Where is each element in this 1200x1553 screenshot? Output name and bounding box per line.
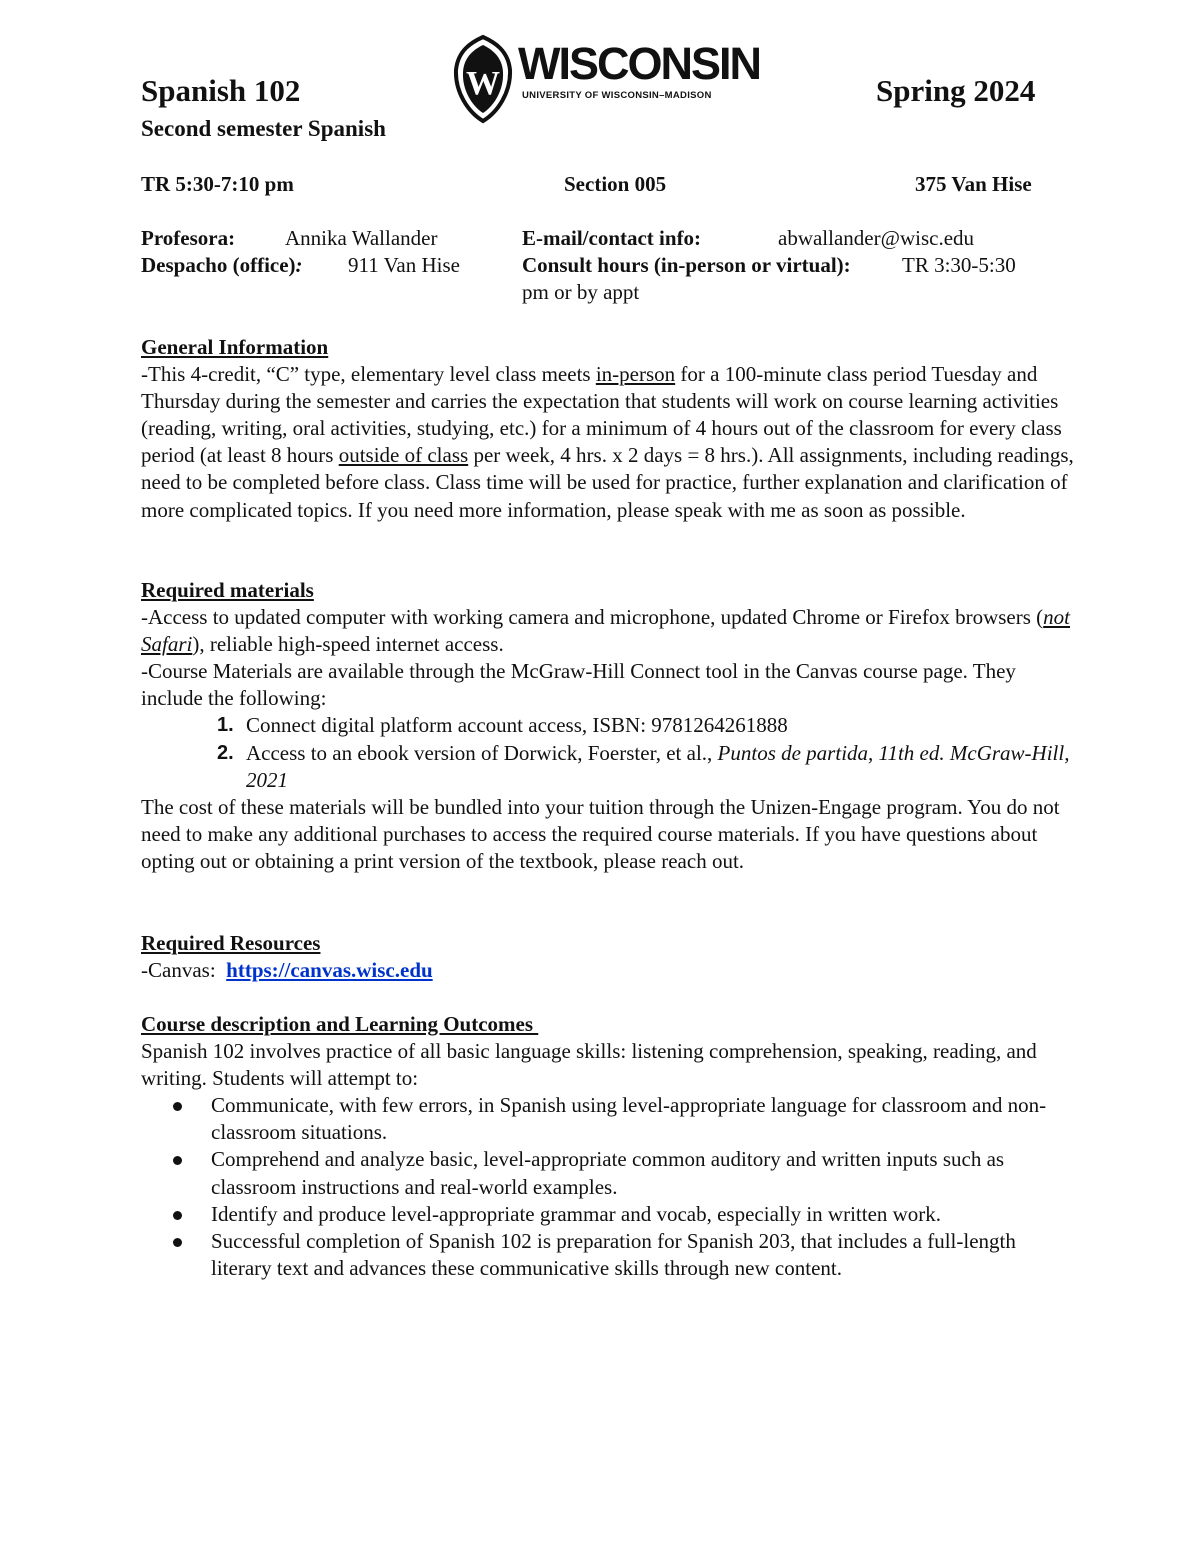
prof-name: Annika Wallander xyxy=(285,226,438,250)
course-subtitle: Second semester Spanish xyxy=(141,116,386,141)
prof-label: Profesora: xyxy=(141,226,236,250)
logo-wordmark: WISCONSIN xyxy=(518,38,761,89)
class-time: TR 5:30-7:10 pm xyxy=(141,172,294,196)
bullet-icon xyxy=(173,1102,182,1111)
term-label: Spring 2024 xyxy=(876,73,1036,108)
outcome-item: Comprehend and analyze basic, level-appropriate common auditory and written inputs such as classroom instructions and real-world examples. xyxy=(141,1146,1081,1200)
outcome-item: Communicate, with few errors, in Spanish using level-appropriate language for classroom and non-classroom situations. xyxy=(141,1092,1081,1146)
hours-value: TR 3:30-5:30 xyxy=(902,253,1016,277)
materials-section xyxy=(141,577,1081,875)
hours-label: Consult hours (in-person or virtual): xyxy=(522,253,851,277)
university-logo xyxy=(450,34,760,124)
materials-paragraph-3: The cost of these materials will be bundled into your tuition through the Unizen-Engage program. You do not need to make any additional purchases to access the required course materials. If you have questions about opting out or obtaining a print version of the textbook, please reach out. xyxy=(141,794,1060,873)
materials-paragraph-1: -Access to updated computer with working camera and microphone, updated Chrome or Firefox browsers (not Safari), reliable high-speed internet access. xyxy=(141,605,1070,657)
svg-text:W: W xyxy=(466,65,500,102)
email-label: E-mail/contact info: xyxy=(522,226,702,250)
course-title: Spanish 102 xyxy=(141,73,301,108)
office-value: 911 Van Hise xyxy=(348,253,460,277)
general-info-section xyxy=(141,334,1081,524)
hours-value-cont: pm or by appt xyxy=(522,280,640,304)
outcomes-intro: Spanish 102 involves practice of all basic language skills: listening comprehension, speaking, reading, and writing. Students will attempt to: xyxy=(141,1039,1037,1091)
outcomes-heading: Course description and Learning Outcomes xyxy=(141,1012,539,1036)
canvas-line: -Canvas: https://canvas.wisc.edu xyxy=(141,958,433,983)
materials-list xyxy=(141,712,1081,793)
bullet-icon xyxy=(173,1211,182,1220)
email-value[interactable]: abwallander@wisc.edu xyxy=(778,226,975,250)
outcome-item: Identify and produce level-appropriate grammar and vocab, especially in written work. xyxy=(141,1201,1081,1228)
materials-list-item: 1. Connect digital platform account access, ISBN: 9781264261888 xyxy=(217,713,788,738)
bullet-icon xyxy=(173,1156,182,1165)
crest-icon xyxy=(450,34,516,124)
general-info-paragraph: -This 4-credit, “C” type, elementary level class meets in-person for a 100-minute class period Tuesday and Thursday during the semester and carries the expectation that students will work on course learning activities (reading, writing, oral activities, studying, etc.) for a minimum of 4 hours out of the classroom for every class period (at least 8 hours outside of class per week, 4 hrs. x 2 days = 8 hrs.). All assignments, including readings, need to be completed before class. Class time will be used for practice, further explanation and clarification of more complicated topics. If you need more information, please speak with me as soon as possible. xyxy=(141,362,1074,522)
logo-subtext: UNIVERSITY OF WISCONSIN–MADISON xyxy=(522,90,712,101)
materials-heading: Required materials xyxy=(141,578,314,602)
materials-list-item: 2. Access to an ebook version of Dorwick, Foerster, et al., Puntos de partida, 11th ed. McGraw-Hill, 2021 xyxy=(217,740,1070,792)
materials-paragraph-2: -Course Materials are available through the McGraw-Hill Connect tool in the Canvas course page. They include the following: xyxy=(141,659,1016,711)
outcomes-list xyxy=(141,1092,1081,1282)
office-label: Despacho (office): xyxy=(141,253,303,277)
canvas-link[interactable]: https://canvas.wisc.edu xyxy=(226,958,433,983)
outcome-item: Successful completion of Spanish 102 is preparation for Spanish 203, that includes a full-length literary text and advances these communicative skills through new content. xyxy=(141,1228,1081,1282)
resources-section xyxy=(141,930,1081,984)
resources-heading: Required Resources xyxy=(141,931,321,955)
bullet-icon xyxy=(173,1238,182,1247)
class-room: 375 Van Hise xyxy=(915,172,1032,196)
outcomes-section xyxy=(141,1011,1081,1282)
general-info-heading: General Information xyxy=(141,335,329,359)
section-number: Section 005 xyxy=(564,172,667,196)
